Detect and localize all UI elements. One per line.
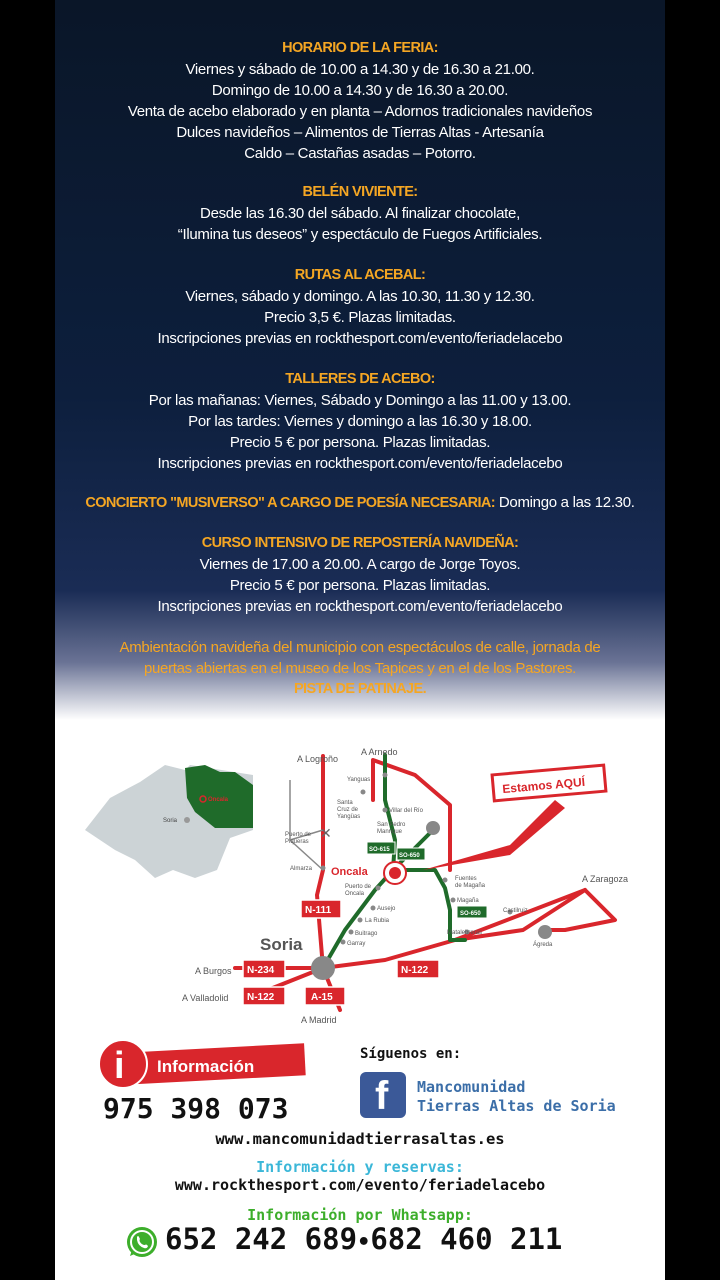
curso-line: Inscripciones previas en rockthesport.com/evento/feriadelacebo	[157, 598, 563, 615]
place-san-pedro: San Pedro	[377, 822, 406, 828]
whatsapp-phone-2[interactable]: 682 460 211	[370, 1222, 563, 1256]
dir-madrid: A Madrid	[301, 1015, 337, 1025]
curso-section	[55, 533, 665, 617]
events-panel	[55, 0, 665, 720]
ambiente-line: Ambientación navideña del municipio con espectáculos de calle, jornada de	[119, 639, 601, 656]
place-castilruiz: Castilruiz	[503, 908, 528, 914]
horario-section	[55, 38, 665, 164]
whatsapp-phones	[165, 1222, 562, 1256]
grey-roads	[290, 780, 323, 870]
dir-burgos: A Burgos	[195, 966, 232, 976]
concierto-text: Domingo a las 12.30.	[495, 494, 635, 511]
talleres-line: Precio 5 € por persona. Plazas limitadas.	[229, 434, 491, 451]
place-santa-cruz: Santa	[337, 800, 353, 806]
talleres-line: Por las tardes: Viernes y domingo a las 16.30 y 18.00.	[188, 413, 532, 430]
info-label: Información	[157, 1057, 255, 1076]
whatsapp-label: Información por Whatsapp:	[247, 1206, 473, 1224]
whatsapp-icon[interactable]	[125, 1225, 159, 1259]
oncala-label: Oncala	[331, 866, 368, 878]
place-santa-cruz: Cruz de	[337, 807, 359, 813]
dir-logrono: A Logroño	[297, 754, 339, 764]
soria-dot	[311, 956, 335, 980]
talleres-line: Inscripciones previas en rockthesport.com/evento/feriadelacebo	[157, 455, 563, 472]
place-santa-cruz: Yangüas	[337, 814, 361, 820]
horario-line: Viernes y sábado de 10.00 a 14.30 y de 16.30 a 21.00.	[185, 61, 535, 78]
place-fuentes: Fuentes	[455, 876, 477, 882]
rutas-title: RUTAS AL ACEBAL:	[294, 267, 426, 283]
horario-line: Caldo – Castañas asadas – Potorro.	[244, 145, 476, 162]
province-oncala-label: Oncala	[208, 797, 229, 803]
talleres-section	[55, 369, 665, 474]
oncala-target-center	[389, 867, 401, 879]
place-piqueras: Puerto de	[285, 832, 312, 838]
province-soria-label: Soria	[163, 818, 178, 824]
facebook-name-2: Tierras Altas de Soria	[417, 1097, 616, 1115]
badge-n234: N-234	[247, 965, 275, 976]
facebook-page-link[interactable]	[417, 1078, 616, 1116]
place-matalebreras: Matalebreras	[447, 930, 483, 936]
info-phone[interactable]: 975 398 073	[103, 1092, 289, 1125]
info-panel	[55, 720, 665, 1280]
place-ausejo: Ausejo	[377, 906, 396, 912]
province-soria-dot	[184, 817, 190, 823]
place-yanguas: Yanguas	[347, 777, 371, 783]
badge-so650-south: SO-650	[460, 911, 481, 917]
soria-label: Soria	[260, 935, 303, 954]
estamos-label: Estamos AQUÍ	[501, 774, 586, 797]
poster	[55, 0, 665, 1280]
curso-line: Precio 5 € por persona. Plazas limitadas.	[229, 577, 491, 594]
curso-title: CURSO INTENSIVO DE REPOSTERÍA NAVIDEÑA:	[201, 535, 519, 551]
badge-n122-west: N-122	[247, 992, 275, 1003]
place-magana: Magaña	[457, 898, 479, 904]
website-link[interactable]: www.mancomunidadtierrasaltas.es	[215, 1130, 505, 1148]
curso-line: Viernes de 17.00 a 20.00. A cargo de Jorge Toyos.	[199, 556, 521, 573]
location-map	[55, 720, 665, 1030]
agreda-dot	[538, 925, 552, 939]
place-rubia: La Rubia	[365, 918, 390, 924]
concierto-section	[55, 492, 665, 514]
whatsapp-phone-1[interactable]: 652 242 689	[165, 1222, 358, 1256]
horario-title: HORARIO DE LA FERIA:	[282, 40, 438, 56]
dir-valladolid: A Valladolid	[182, 993, 229, 1003]
rutas-section	[55, 265, 665, 349]
dir-zaragoza: A Zaragoza	[582, 874, 629, 884]
horario-line: Dulces navideños – Alimentos de Tierras Altas - Artesanía	[176, 124, 544, 141]
talleres-title: TALLERES DE ACEBO:	[285, 371, 435, 387]
place-villar: Villar del Río	[389, 808, 423, 814]
place-almarza: Almarza	[290, 866, 313, 872]
badge-n122-east: N-122	[401, 965, 429, 976]
facebook-icon[interactable]	[360, 1072, 406, 1118]
badge-n111: N-111	[305, 905, 332, 916]
belen-line: Desde las 16.30 del sábado. Al finalizar chocolate,	[200, 205, 520, 222]
place-fuentes: de Magaña	[455, 883, 486, 889]
reservas-label: Información y reservas:	[256, 1158, 464, 1176]
rutas-line: Inscripciones previas en rockthesport.com/evento/feriadelacebo	[157, 330, 563, 347]
facebook-name-1: Mancomunidad	[417, 1078, 526, 1096]
concierto-title: CONCIERTO "MUSIVERSO" A CARGO DE POESÍA NECESARIA:	[85, 495, 496, 511]
horario-line: Domingo de 10.00 a 14.30 y de 16.30 a 20.00.	[211, 82, 509, 99]
place-labels	[285, 777, 553, 948]
badge-so650-north: SO-650	[399, 853, 420, 859]
place-piqueras: Piqueras	[285, 839, 309, 845]
horario-line: Venta de acebo elaborado y en planta – Adornos tradicionales navideños	[127, 103, 593, 120]
pass-marker: ✕	[320, 825, 332, 841]
rutas-line: Precio 3,5 €. Plazas limitadas.	[264, 309, 456, 326]
place-garray: Garray	[347, 941, 366, 947]
follow-label: Síguenos en:	[360, 1046, 462, 1062]
badge-a15: A-15	[311, 992, 333, 1003]
belen-section	[55, 182, 665, 245]
estamos-arrow	[423, 800, 565, 870]
belen-title: BELÉN VIVIENTE:	[302, 184, 418, 200]
facebook-f-glyph: f	[375, 1074, 389, 1118]
place-san-pedro: Manrique	[377, 829, 403, 835]
badge-so615: SO-615	[369, 847, 390, 853]
info-icon-glyph: i	[114, 1045, 125, 1087]
info-badge	[95, 1038, 315, 1098]
place-agreda: Ágreda	[533, 942, 553, 948]
reservas-url[interactable]: www.rockthesport.com/evento/feriadelacebo	[174, 1176, 546, 1194]
dir-arnedo: A Arnedo	[361, 747, 398, 757]
place-puerto-oncala: Puerto de	[345, 884, 372, 890]
talleres-line: Por las mañanas: Viernes, Sábado y Domingo a las 11.00 y 13.00.	[148, 392, 572, 409]
ambiente-line: puertas abiertas en el museo de los Tapices y en el de los Pastores.	[143, 660, 577, 677]
whatsapp-separator: •	[357, 1230, 371, 1255]
ambiente-section	[55, 637, 665, 700]
ambiente-title: PISTA DE PATINAJE.	[293, 681, 427, 697]
belen-line: “Ilumina tus deseos” y espectáculo de Fuegos Artificiales.	[177, 226, 543, 243]
place-buitrago: Buitrago	[355, 931, 378, 937]
san-pedro-dot	[426, 821, 440, 835]
place-puerto-oncala: Oncala	[345, 891, 365, 897]
rutas-line: Viernes, sábado y domingo. A las 10.30, 11.30 y 12.30.	[185, 288, 535, 305]
